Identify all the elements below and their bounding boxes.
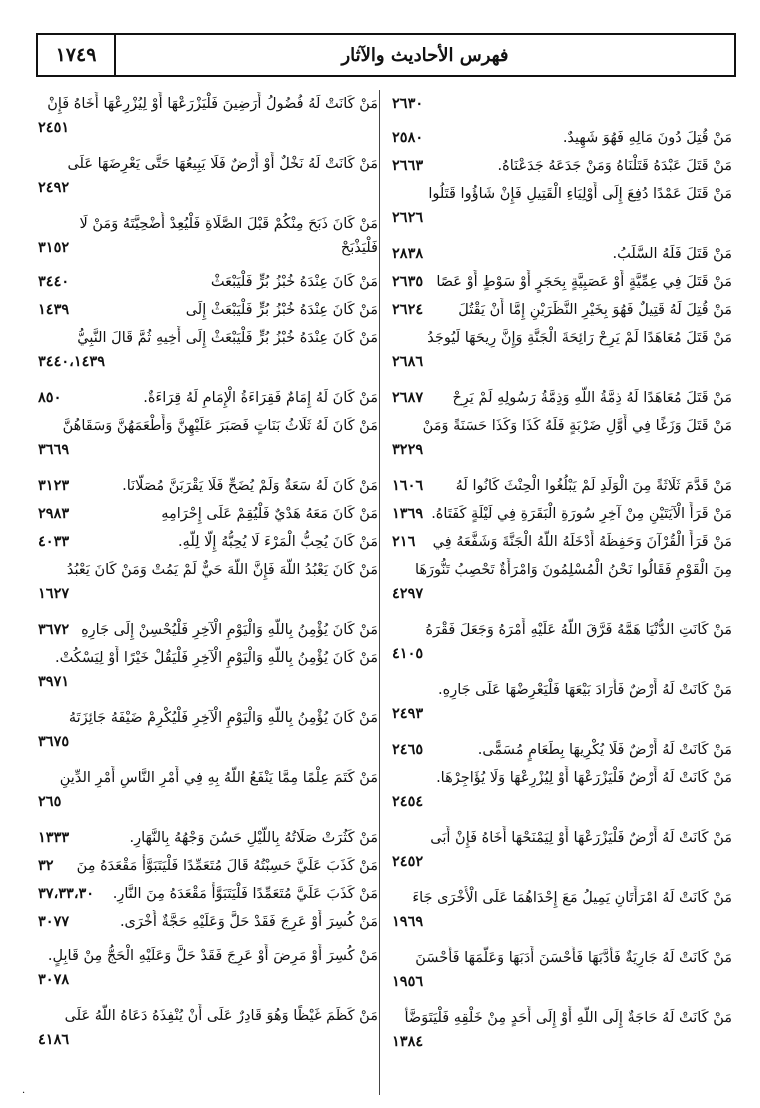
- index-entry: [38, 326, 378, 370]
- index-entry: [38, 92, 378, 136]
- index-entry: [392, 154, 732, 178]
- index-entry: [392, 182, 732, 226]
- index-entry: [38, 646, 378, 690]
- entry-text: مَنْ كَانَ ذَبَحَ مِنْكُمْ قَبْلَ الصَّلَاةِ فَلْيُعِدْ أُضْحِيَّتَهُ وَمَنْ لَا فَلْيَذْبَحْ: [79, 216, 378, 256]
- index-entry: [38, 270, 378, 294]
- page-header: [36, 33, 736, 77]
- entry-text: مَنْ كَانَ عِنْدَهُ خُبْزُ بُرٍّ فَلْيَبْعَثْ إِلَى: [185, 302, 378, 318]
- entry-text: مَنْ كَانَ لَهُ ثَلَاثُ بَنَاتٍ فَصَبَرَ عَلَيْهِنَّ وَأَطْعَمَهُنَّ وَسَقَاهُنَّ: [62, 418, 378, 434]
- entry-reference-number: ٢٦٢٦: [392, 209, 424, 226]
- index-entry: [392, 414, 732, 458]
- page-number: ١٧٤٩: [38, 35, 116, 75]
- entry-text: مَنْ كَانَ لَهُ سَعَةٌ وَلَمْ يُضَحِّ فَلَا يَقْرَبَنَّ مُصَلَّانَا.: [122, 478, 378, 494]
- entry-text: مَنْ كَانَ يُؤْمِنُ بِاللَّهِ وَالْيَوْمِ الْآخِرِ فَلْيَقُلْ خَيْرًا أَوْ لِيَسْكُتْ.: [55, 650, 378, 666]
- entry-text: مَنْ كَتَمَ عِلْمًا مِمَّا يَنْفَعُ اللَّهُ بِهِ فِي أَمْرِ النَّاسِ أَمْرِ الدِّينِ: [59, 770, 378, 786]
- entry-reference-number: ٣٠٧٧: [38, 913, 70, 930]
- entry-text: مَنْ كَانَ يُؤْمِنُ بِاللَّهِ وَالْيَوْمِ الْآخِرِ فَلْيُحْسِنْ إِلَى جَارِهِ: [81, 622, 378, 638]
- index-entry: [392, 886, 732, 930]
- entry-reference-number: ٣٩٧١: [38, 673, 70, 690]
- entry-reference-number: ٢١٦: [392, 533, 416, 550]
- index-entry: [392, 530, 732, 554]
- entry-text: مِنَ الْقَوْمِ فَقَالُوا نَحْنُ الْمُسْلِمُونَ وَامْرَأَةٌ تَحْصِبُ تَنُّورَهَا: [414, 562, 732, 578]
- entry-text: مَنْ قَتَلَ مُعَاهَدًا لَهُ ذِمَّةُ اللَّهِ وَذِمَّةُ رَسُولِهِ لَمْ يَرِحْ: [452, 390, 732, 406]
- entry-text: مَنْ قَتَلَ عَمْدًا دُفِعَ إِلَى أَوْلِيَاءِ الْقَتِيلِ فَإِنْ شَاؤُوا قَتَلُوا: [428, 186, 732, 202]
- entry-text: مَنْ قَتَلَ عَبْدَهُ قَتَلْنَاهُ وَمَنْ جَدَعَهُ جَدَعْنَاهُ.: [497, 158, 732, 174]
- entry-reference-number: ٢٤٥١: [38, 119, 70, 136]
- index-entry: [392, 766, 732, 810]
- index-entry: [38, 910, 378, 934]
- entry-reference-number: ١٣٦٩: [392, 505, 424, 522]
- entry-reference-number: ٢٦٣٠: [392, 95, 424, 112]
- entry-reference-number: ٣٧،٣٣،٣٠: [38, 885, 95, 902]
- entry-reference-number: ٢٦٨٦: [392, 353, 424, 370]
- entry-text: مَنْ كَانَ يُؤْمِنُ بِاللَّهِ وَالْيَوْمِ الْآخِرِ فَلْيُكْرِمْ ضَيْفَهُ جَائِزَتَهُ: [68, 710, 378, 726]
- entry-text: مَنْ كَانَتْ لَهُ جَارِيَةٌ فَأَدَّبَهَا فَأَحْسَنَ أَدَبَهَا وَعَلَّمَهَا فَأَحْسَنَ: [415, 950, 732, 966]
- entry-reference-number: ٢٦٢٤: [392, 301, 424, 318]
- entry-reference-number: ١٤٣٩: [38, 301, 70, 318]
- entry-text: مَنْ قَتَلَ وَزَغًا فِي أَوَّلِ ضَرْبَةٍ فَلَهُ كَذَا وَكَذَا حَسَنَةً وَمَنْ: [422, 418, 732, 434]
- index-entry: [38, 766, 378, 810]
- entry-reference-number: ١٣٨٤: [392, 1033, 424, 1050]
- entry-reference-number: ٢٤٩٢: [38, 179, 70, 196]
- entry-reference-number: ٣٤٤٠،١٤٣٩: [38, 353, 105, 370]
- index-entry: [392, 474, 732, 498]
- entry-text: مَنْ قَرَأَ الْقُرْآنَ وَحَفِظَهُ أَدْخَلَهُ اللَّهُ الْجَنَّةَ وَشَفَّعَهُ فِي: [432, 534, 732, 550]
- entry-reference-number: ٢٩٨٣: [38, 505, 70, 522]
- entry-text: مَنْ كَثُرَتْ صَلَاتُهُ بِاللَّيْلِ حَسُنَ وَجْهُهُ بِالنَّهَارِ.: [129, 830, 378, 846]
- index-entry: [392, 326, 732, 370]
- entry-reference-number: ١٦٢٧: [38, 585, 70, 602]
- entry-reference-number: ٢٤٦٥: [392, 741, 424, 758]
- entry-text: مَنْ كَانَ يُحِبُّ الْمَرْءَ لَا يُحِبُّهُ إِلَّا لِلَّهِ.: [177, 534, 378, 550]
- entry-reference-number: ٤١٠٥: [392, 645, 424, 662]
- entry-text: مَنْ كَانَتْ لَهُ أَرْضٌ فَلْيَزْرَعْهَا أَوْ لِيُزْرِعْهَا وَلَا يُؤَاجِرْهَا.: [436, 770, 732, 786]
- entry-text: مَنْ قُتِلَ دُونَ مَالِهِ فَهُوَ شَهِيدٌ.: [562, 130, 732, 146]
- entry-reference-number: ٢٦٦٣: [392, 157, 424, 174]
- entry-text: مَنْ كَانَتْ لَهُ أَرْضٌ فَلَا يُكْرِيهَا بِطَعَامٍ مُسَمًّى.: [477, 742, 732, 758]
- entry-text: مَنْ كُسِرَ أَوْ مَرِضَ أَوْ عَرِجَ فَقَدْ حَلَّ وَعَلَيْهِ الْحَجُّ مِنْ قَابِلٍ.: [47, 948, 378, 964]
- index-entry: [392, 270, 732, 294]
- index-entry: [392, 946, 732, 990]
- entry-reference-number: ٤٠٣٣: [38, 533, 70, 550]
- index-entry: [392, 242, 732, 266]
- entry-text: مَنْ كَظَمَ غَيْظًا وَهُوَ قَادِرٌ عَلَى أَنْ يُنْفِذَهُ دَعَاهُ اللَّهُ عَلَى: [64, 1008, 378, 1024]
- entry-reference-number: ٢٤٥٤: [392, 793, 424, 810]
- entry-reference-number: ٢٤٥٢: [392, 853, 424, 870]
- index-entry: [38, 944, 378, 988]
- entry-text: مَنْ قَتَلَ فَلَهُ السَّلَبُ.: [612, 246, 732, 262]
- entry-text: مَنْ كَذَبَ عَلَيَّ مُتَعَمِّدًا فَلْيَتَبَوَّأْ مَقْعَدَهُ مِنَ النَّارِ.: [112, 886, 378, 902]
- index-entry: [38, 826, 378, 850]
- index-entry: [392, 618, 732, 662]
- entry-reference-number: ٨٥٠: [38, 389, 62, 406]
- index-entry: [392, 738, 732, 762]
- index-entry: [392, 678, 732, 722]
- entry-reference-number: ٣١٥٢: [38, 239, 70, 256]
- entry-text: مَنْ كَانَ عِنْدَهُ خُبْزُ بُرٍّ فَلْيَبْعَثْ إِلَى أَخِيهِ ثُمَّ قَالَ النَّبِيُّ: [77, 330, 378, 346]
- index-entry: [392, 298, 732, 322]
- entry-reference-number: ٣١٢٣: [38, 477, 70, 494]
- entry-text: مَنْ كَانَتْ لَهُ أَرْضٌ فَلْيَزْرَعْهَا أَوْ لِيَمْنَحْهَا أَخَاهُ فَإِنْ أَبَى: [430, 830, 732, 846]
- column-divider: [379, 90, 380, 1095]
- entry-reference-number: ١٩٦٩: [392, 913, 424, 930]
- index-entry: [392, 126, 732, 150]
- entry-text: مَنْ كَانَتْ لَهُ حَاجَةٌ إِلَى اللَّهِ أَوْ إِلَى أَحَدٍ مِنْ خَلْقِهِ فَلْيَتَوَضَّأْ: [404, 1010, 732, 1026]
- index-entry: [392, 502, 732, 526]
- entry-text: مَنْ قَتَلَ مُعَاهَدًا لَمْ يَرِحْ رَائِحَةَ الْجَنَّةِ وَإِنَّ رِيحَهَا لَيُوجَدُ: [427, 330, 732, 346]
- index-entry: [38, 152, 378, 196]
- index-entry: [392, 826, 732, 870]
- index-entry: [38, 882, 378, 906]
- entry-text: مَنْ قَدَّمَ ثَلَاثَةً مِنَ الْوَلَدِ لَمْ يَبْلُغُوا الْحِنْثَ كَانُوا لَهُ: [455, 478, 732, 494]
- index-entry: [38, 502, 378, 526]
- entry-reference-number: ٣٤٤٠: [38, 273, 70, 290]
- entry-reference-number: ٢٤٩٣: [392, 705, 424, 722]
- index-entry: [38, 1004, 378, 1048]
- index-entry: [38, 854, 378, 878]
- index-entry: [392, 1006, 732, 1050]
- entry-text: مَنْ كَانَ عِنْدَهُ خُبْزُ بُرٍّ فَلْيَبْعَثْ: [210, 274, 378, 290]
- entry-reference-number: ٣٦٦٩: [38, 441, 70, 458]
- entry-text: مَنْ كَانَتِ الدُّنْيَا هَمَّهُ فَرَّقَ اللَّهُ عَلَيْهِ أَمْرَهُ وَجَعَلَ فَقْرَهُ: [425, 622, 732, 638]
- entry-reference-number: ٢٦٣٥: [392, 273, 424, 290]
- index-entry: [38, 386, 378, 410]
- entry-reference-number: ٤١٨٦: [38, 1031, 70, 1048]
- page-title: فهرس الأحاديث والآثار: [341, 44, 509, 66]
- entry-reference-number: ١٣٣٣: [38, 829, 70, 846]
- entry-text: مَنْ كَانَتْ لَهُ امْرَأَتَانِ يَمِيلُ مَعَ إِحْدَاهُمَا عَلَى الْأُخْرَى جَاءَ: [412, 890, 732, 906]
- entry-reference-number: ٣٦٧٥: [38, 733, 70, 750]
- index-entry: [392, 558, 732, 602]
- entry-reference-number: ٢٨٣٨: [392, 245, 424, 262]
- entry-reference-number: ٢٥٨٠: [392, 129, 424, 146]
- entry-text: مَنْ كَانَتْ لَهُ فُضُولُ أَرَضِينَ فَلْيَزْرَعْهَا أَوْ لِيُزْرِعْهَا أَخَاهُ فَإِنْ: [47, 96, 378, 112]
- entry-reference-number: ٢٦٥: [38, 793, 62, 810]
- index-entry: [38, 474, 378, 498]
- entry-reference-number: ٣٢: [38, 857, 54, 874]
- entry-text: مَنْ قَتَلَ فِي عِمِّيَّةٍ أَوْ عَصَبِيَّةٍ بِحَجَرٍ أَوْ سَوْطٍ أَوْ عَصًا: [436, 274, 732, 290]
- entry-reference-number: ٣٠٧٨: [38, 971, 70, 988]
- entry-text: مَنْ كَانَتْ لَهُ نَخْلٌ أَوْ أَرْضٌ فَلَا يَبِيعُهَا حَتَّى يَعْرِضَهَا عَلَى: [67, 156, 378, 172]
- index-entry: [38, 414, 378, 458]
- index-entry: [38, 530, 378, 554]
- entry-reference-number: ١٩٥٦: [392, 973, 424, 990]
- entry-text: مَنْ قَرَأَ الْآيَتَيْنِ مِنْ آخِرِ سُورَةِ الْبَقَرَةِ فِي لَيْلَةٍ كَفَتَاهُ.: [431, 506, 732, 522]
- entry-text: مَنْ كَذَبَ عَلَيَّ حَسِبْتُهُ قَالَ مُتَعَمِّدًا فَلْيَتَبَوَّأْ مَقْعَدَهُ مِنَ: [76, 858, 378, 874]
- entry-reference-number: ٣٦٧٢: [38, 621, 70, 638]
- index-entry: [392, 386, 732, 410]
- index-entry: [38, 558, 378, 602]
- entry-text: مَنْ كُسِرَ أَوْ عَرِجَ فَقَدْ حَلَّ وَعَلَيْهِ حَجَّةٌ أُخْرَى.: [119, 914, 378, 930]
- entry-reference-number: ٣٢٢٩: [392, 441, 424, 458]
- entry-text: مَنْ قُتِلَ لَهُ قَتِيلٌ فَهُوَ بِخَيْرِ النَّظَرَيْنِ إِمَّا أَنْ يَقْتُلَ: [458, 302, 732, 318]
- index-entry: [38, 212, 378, 260]
- index-entry: [38, 618, 378, 642]
- entry-text: مَنْ كَانَتْ لَهُ أَرْضٌ فَأَرَادَ بَيْعَهَا فَلْيَعْرِضْهَا عَلَى جَارِهِ.: [437, 682, 732, 698]
- entry-reference-number: ٤٢٩٧: [392, 585, 424, 602]
- page-mark: ·: [22, 1088, 26, 1099]
- index-entry: [38, 298, 378, 322]
- entry-text: مَنْ كَانَ مَعَهُ هَدْيٌ فَلْيُقِمْ عَلَى إِحْرَامِهِ: [161, 506, 378, 522]
- entry-reference-number: ٢٦٨٧: [392, 389, 424, 406]
- entry-reference-number: ١٦٠٦: [392, 477, 424, 494]
- index-entry: [38, 706, 378, 750]
- entry-text: مَنْ كَانَ يَعْبُدُ اللَّهَ فَإِنَّ اللَّهَ حَيٌّ لَمْ يَمُتْ وَمَنْ كَانَ يَعْبُدُ: [66, 562, 378, 578]
- entry-text: مَنْ كَانَ لَهُ إِمَامٌ فَقِرَاءَةُ الْإِمَامِ لَهُ قِرَاءَةٌ.: [143, 390, 378, 406]
